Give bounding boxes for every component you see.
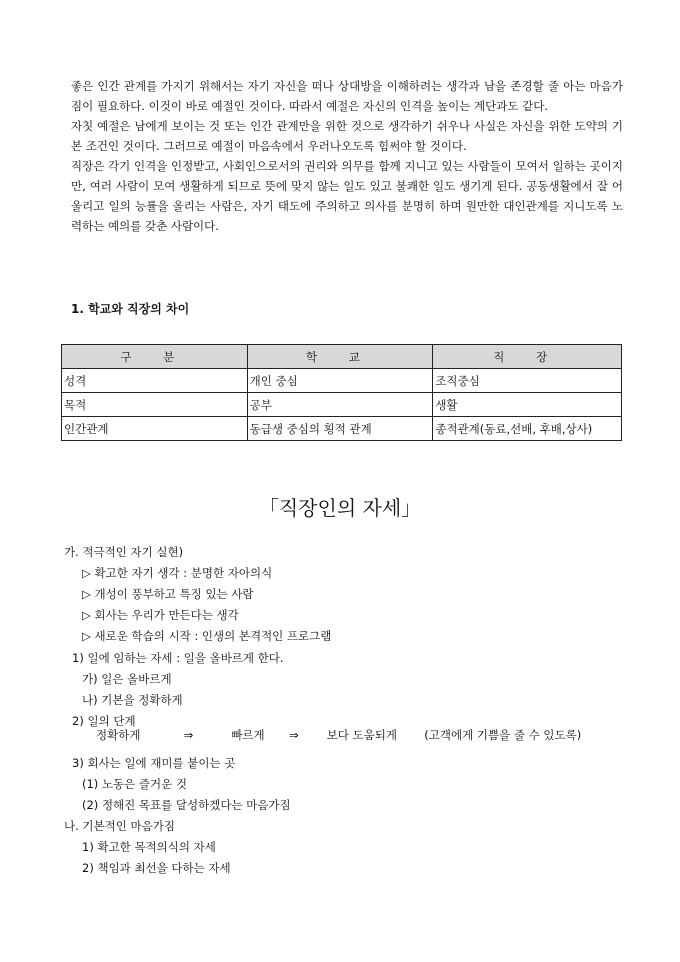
- section-title: 1. 학교와 직장의 차이: [71, 302, 190, 316]
- arrow-icon: ⇒: [288, 728, 299, 742]
- table-header-row: [62, 345, 622, 369]
- header-workplace: 직 장: [433, 345, 622, 369]
- intro-text: [71, 76, 623, 236]
- list-item: 3) 회사는 일에 재미를 붙이는 곳: [72, 756, 236, 770]
- outline-heading-ga: 가. 적극적인 자기 실현): [64, 545, 184, 559]
- list-item: (1) 노동은 즐거운 것: [82, 777, 188, 791]
- page-title: 「직장인의 자세」: [258, 496, 422, 520]
- table-cell: 성격: [62, 369, 248, 393]
- table-cell: 목적: [62, 393, 248, 417]
- arrow-icon: ⇒: [183, 728, 194, 742]
- table-cell: 개인 중심: [247, 369, 433, 393]
- step-helpful: 보다 도움되게: [326, 728, 397, 742]
- comparison-table: [61, 344, 622, 441]
- paragraph-3: 직장은 각기 인격을 인정받고, 사회인으로서의 권리와 의무를 함께 지니고 있는 사람들이 모여서 일하는 곳이지만, 여러 사람이 모여 생활하게 되므로 뜻에 맞지 않는 일도 있고 불쾌한 일도 생기게 된다. 공동생활에서 잘 어울리고 일의 능률을 올리는 사람은, 자기 태도에 주의하고 의사를 분명히 하며 원만한 대인관계를 지니도록 노력하는 예의를 갖춘 사람이다.: [71, 159, 623, 233]
- list-item: ▷ 회사는 우리가 만든다는 생각: [82, 608, 239, 622]
- step-fast: 빠르게: [231, 728, 265, 742]
- list-item: (2) 정해진 목표를 달성하겠다는 마음가짐: [82, 798, 291, 812]
- paragraph-1: 좋은 인간 관계를 가지기 위해서는 자기 자신을 떠나 상대방을 이해하려는 생각과 남을 존경할 줄 아는 마음가짐이 필요하다. 이것이 바로 예절인 것이다. 따라서 예절은 자신의 인격을 높이는 계단과도 같다.: [71, 79, 623, 113]
- table-row: [62, 369, 622, 393]
- table-cell: 인간관계: [62, 417, 248, 441]
- list-item: 1) 확고한 목적의식의 자세: [82, 840, 216, 854]
- list-item: ▷ 확고한 자기 생각 : 분명한 자아의식: [82, 566, 273, 580]
- step-accurate: 정확하게: [96, 728, 141, 742]
- list-item: ▷ 개성이 풍부하고 특징 있는 사람: [82, 587, 254, 601]
- table-row: [62, 393, 622, 417]
- list-item: 가) 일은 올바르게: [82, 672, 172, 686]
- paragraph-2: 자칫 예절은 남에게 보이는 것 또는 인간 관계만을 위한 것으로 생각하기 쉬우나 사실은 자신을 위한 도약의 기본 조건인 것이다. 그러므로 예절이 마음속에서 우러나오도록 힘써야 할 것이다.: [71, 119, 623, 153]
- table-cell: 생활: [433, 393, 622, 417]
- step-note: (고객에게 기쁨을 줄 수 있도록): [424, 728, 582, 742]
- list-item: 1) 일에 임하는 자세 : 일을 올바르게 한다.: [72, 651, 284, 665]
- header-school: 학 교: [247, 345, 433, 369]
- work-steps: [96, 727, 581, 743]
- table-cell: 종적관계(동료,선배, 후배,상사): [433, 417, 622, 441]
- list-item: 나) 기본을 정확하게: [82, 693, 183, 707]
- list-item: 2) 일의 단계: [72, 714, 136, 728]
- table-cell: 공부: [247, 393, 433, 417]
- table-row: [62, 417, 622, 441]
- list-item: ▷ 새로운 학습의 시작 : 인생의 본격적인 프로그램: [82, 629, 332, 643]
- outline-heading-na: 나. 기본적인 마음가짐: [64, 819, 175, 833]
- header-category: 구 분: [62, 345, 248, 369]
- list-item: 2) 책임과 최선을 다하는 자세: [82, 861, 231, 875]
- table-cell: 동급생 중심의 횡적 관계: [247, 417, 433, 441]
- table-cell: 조직중심: [433, 369, 622, 393]
